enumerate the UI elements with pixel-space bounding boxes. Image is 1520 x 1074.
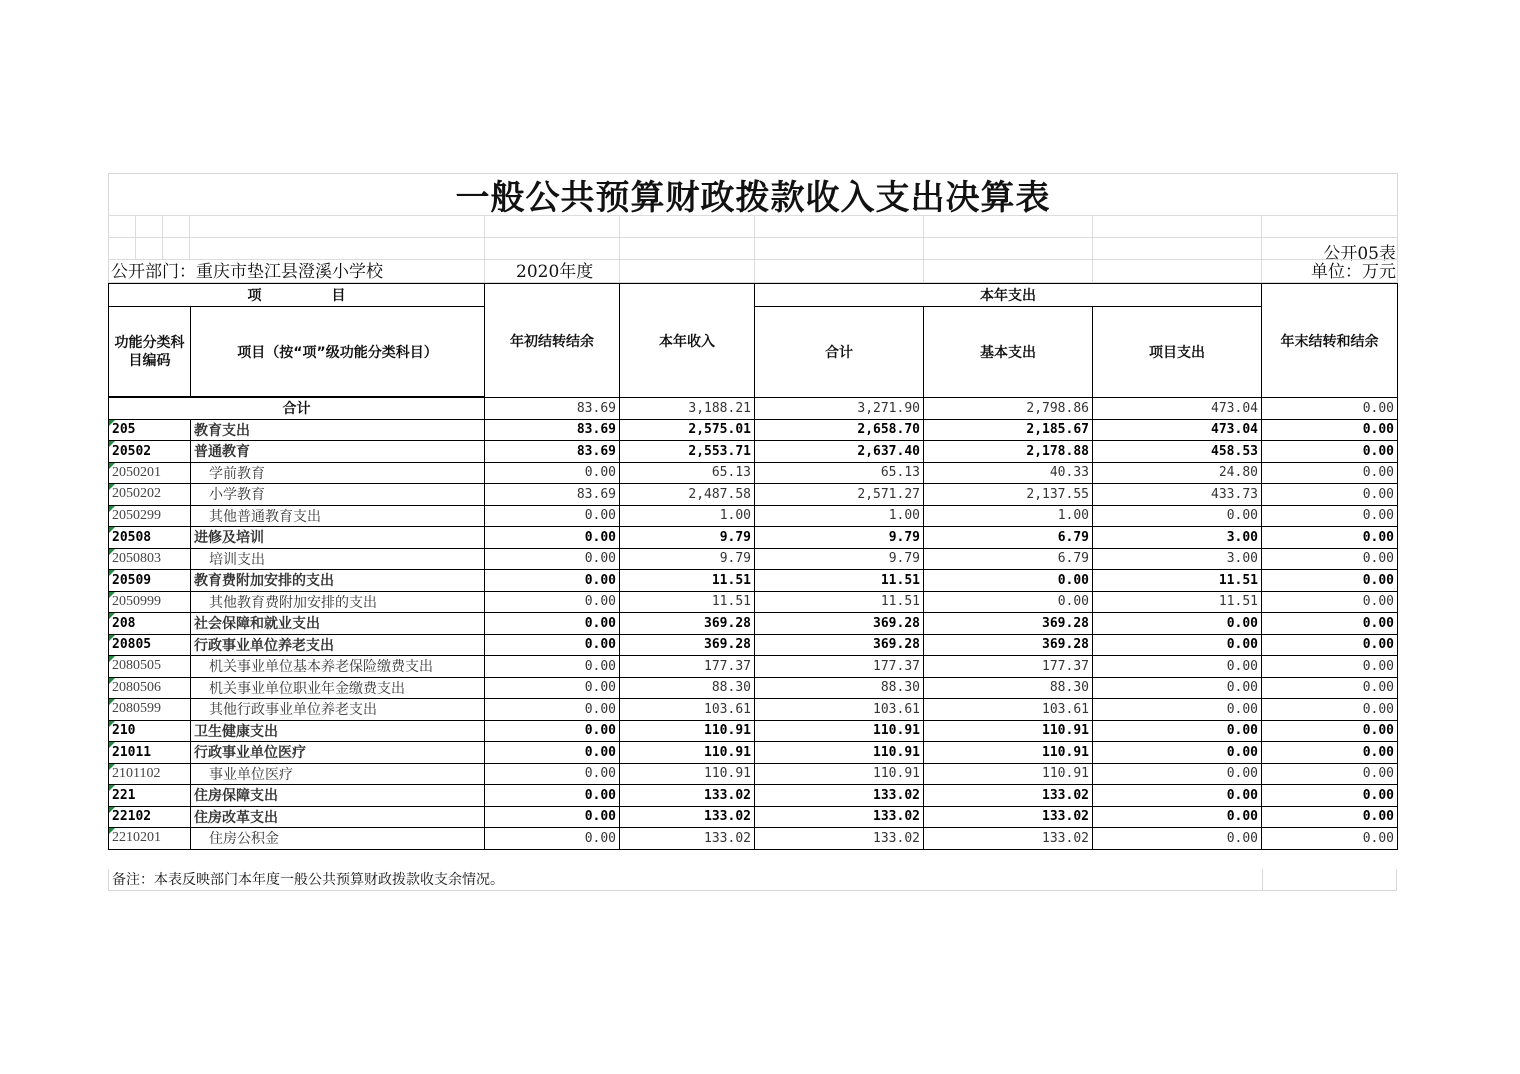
row-basic: 1.00 [924,505,1093,527]
row-project: 0.00 [1093,742,1262,764]
row-basic: 133.02 [924,785,1093,807]
row-name: 其他普通教育支出 [191,505,485,527]
row-income: 133.02 [620,785,755,807]
row-project: 0.00 [1093,634,1262,656]
row-income: 65.13 [620,462,755,484]
row-expense: 133.02 [755,806,924,828]
row-expense: 11.51 [755,591,924,613]
total-closing: 0.00 [1262,398,1398,420]
row-name: 机关事业单位基本养老保险缴费支出 [191,656,485,678]
row-closing: 0.00 [1262,441,1398,463]
row-basic: 6.79 [924,548,1093,570]
row-basic: 88.30 [924,677,1093,699]
row-code: 2050201 [109,462,191,484]
row-opening: 0.00 [485,677,620,699]
row-project: 11.51 [1093,591,1262,613]
row-code: 20509 [109,570,191,592]
row-name: 培训支出 [191,548,485,570]
row-opening: 0.00 [485,656,620,678]
row-name: 住房公积金 [191,828,485,850]
row-opening: 0.00 [485,613,620,635]
table-row [109,505,1398,527]
row-name: 住房保障支出 [191,785,485,807]
table-row [109,570,1398,592]
row-name: 社会保障和就业支出 [191,613,485,635]
row-income: 9.79 [620,527,755,549]
footnote [108,869,1397,891]
row-name: 卫生健康支出 [191,720,485,742]
row-basic: 2,178.88 [924,441,1093,463]
row-closing: 0.00 [1262,656,1398,678]
row-expense: 9.79 [755,527,924,549]
row-closing: 0.00 [1262,699,1398,721]
header-item: 项 目 [109,284,485,307]
row-closing: 0.00 [1262,806,1398,828]
row-income: 110.91 [620,742,755,764]
budget-table [108,283,1398,850]
row-basic: 0.00 [924,591,1093,613]
row-opening: 0.00 [485,785,620,807]
row-code: 2080599 [109,699,191,721]
table-row [109,699,1398,721]
row-closing: 0.00 [1262,591,1398,613]
row-income: 110.91 [620,720,755,742]
row-income: 133.02 [620,806,755,828]
row-closing: 0.00 [1262,527,1398,549]
row-opening: 83.69 [485,484,620,506]
row-code: 20805 [109,634,191,656]
row-basic: 369.28 [924,634,1093,656]
department-label: 公开部门：重庆市垫江县澄溪小学校 [111,262,383,282]
row-income: 88.30 [620,677,755,699]
row-closing: 0.00 [1262,484,1398,506]
row-basic: 110.91 [924,763,1093,785]
row-expense: 88.30 [755,677,924,699]
header-code: 功能分类科目编码 [109,307,191,397]
table-row [109,613,1398,635]
row-closing: 0.00 [1262,548,1398,570]
row-project: 458.53 [1093,441,1262,463]
row-basic: 2,185.67 [924,419,1093,441]
form-number-row [108,237,1398,259]
row-project: 0.00 [1093,613,1262,635]
row-code: 22102 [109,806,191,828]
row-name: 行政事业单位医疗 [191,742,485,764]
table-row [109,634,1398,656]
row-code: 20502 [109,441,191,463]
row-name: 其他行政事业单位养老支出 [191,699,485,721]
row-project: 0.00 [1093,505,1262,527]
row-income: 2,553.71 [620,441,755,463]
row-basic: 2,137.55 [924,484,1093,506]
row-basic: 110.91 [924,720,1093,742]
row-opening: 0.00 [485,828,620,850]
total-row [109,398,1398,420]
table-row [109,419,1398,441]
row-code: 2050299 [109,505,191,527]
row-expense: 1.00 [755,505,924,527]
row-closing: 0.00 [1262,505,1398,527]
row-project: 3.00 [1093,527,1262,549]
header-name: 项目（按“项”级功能分类科目） [191,307,485,397]
row-expense: 2,658.70 [755,419,924,441]
table-row [109,656,1398,678]
row-code: 2080505 [109,656,191,678]
row-name: 进修及培训 [191,527,485,549]
row-code: 2101102 [109,763,191,785]
row-income: 11.51 [620,591,755,613]
row-income: 177.37 [620,656,755,678]
row-project: 24.80 [1093,462,1262,484]
row-opening: 0.00 [485,505,620,527]
row-expense: 133.02 [755,785,924,807]
row-basic: 177.37 [924,656,1093,678]
row-income: 369.28 [620,613,755,635]
row-opening: 0.00 [485,720,620,742]
row-code: 2050202 [109,484,191,506]
row-opening: 0.00 [485,591,620,613]
row-expense: 2,571.27 [755,484,924,506]
row-expense: 369.28 [755,634,924,656]
row-name: 其他教育费附加安排的支出 [191,591,485,613]
row-opening: 0.00 [485,548,620,570]
row-closing: 0.00 [1262,570,1398,592]
row-income: 2,575.01 [620,419,755,441]
row-opening: 83.69 [485,419,620,441]
row-project: 0.00 [1093,699,1262,721]
row-name: 学前教育 [191,462,485,484]
table-row [109,484,1398,506]
row-expense: 110.91 [755,763,924,785]
total-label: 合计 [109,398,485,420]
row-code: 210 [109,720,191,742]
row-name: 机关事业单位职业年金缴费支出 [191,677,485,699]
row-basic: 133.02 [924,828,1093,850]
row-closing: 0.00 [1262,720,1398,742]
row-income: 9.79 [620,548,755,570]
row-basic: 40.33 [924,462,1093,484]
row-code: 2210201 [109,828,191,850]
table-row [109,441,1398,463]
table-row [109,462,1398,484]
row-opening: 0.00 [485,806,620,828]
header-income: 本年收入 [620,284,755,398]
row-closing: 0.00 [1262,763,1398,785]
row-project: 0.00 [1093,763,1262,785]
total-expense: 3,271.90 [755,398,924,420]
table-row [109,763,1398,785]
row-income: 2,487.58 [620,484,755,506]
form-number: 公开05表 [1323,244,1396,264]
table-row [109,677,1398,699]
page-title: 一般公共预算财政拨款收入支出决算表 [455,177,1051,218]
fiscal-year: 2020年度 [516,262,594,282]
row-code: 205 [109,419,191,441]
row-basic: 0.00 [924,570,1093,592]
row-basic: 110.91 [924,742,1093,764]
table-row [109,720,1398,742]
row-closing: 0.00 [1262,634,1398,656]
row-name: 小学教育 [191,484,485,506]
row-closing: 0.00 [1262,462,1398,484]
header-opening-balance: 年初结转结余 [485,284,620,398]
row-closing: 0.00 [1262,613,1398,635]
row-code: 2050803 [109,548,191,570]
total-basic: 2,798.86 [924,398,1093,420]
table-row [109,548,1398,570]
row-expense: 11.51 [755,570,924,592]
row-project: 0.00 [1093,785,1262,807]
row-expense: 9.79 [755,548,924,570]
row-project: 11.51 [1093,570,1262,592]
row-income: 1.00 [620,505,755,527]
row-code: 2080506 [109,677,191,699]
unit-label: 单位：万元 [1311,262,1396,282]
table-row [109,828,1398,850]
row-opening: 0.00 [485,634,620,656]
total-opening: 83.69 [485,398,620,420]
row-basic: 133.02 [924,806,1093,828]
row-name: 教育支出 [191,419,485,441]
row-name: 行政事业单位养老支出 [191,634,485,656]
row-opening: 83.69 [485,441,620,463]
row-opening: 0.00 [485,527,620,549]
row-expense: 133.02 [755,828,924,850]
table-row [109,527,1398,549]
row-code: 20508 [109,527,191,549]
row-closing: 0.00 [1262,785,1398,807]
row-income: 110.91 [620,763,755,785]
row-opening: 0.00 [485,742,620,764]
header-expense-total: 合计 [755,307,924,398]
row-name: 事业单位医疗 [191,763,485,785]
row-basic: 369.28 [924,613,1093,635]
table-row [109,785,1398,807]
row-closing: 0.00 [1262,828,1398,850]
blank-row [108,215,1398,237]
row-project: 0.00 [1093,677,1262,699]
row-expense: 369.28 [755,613,924,635]
row-code: 221 [109,785,191,807]
row-closing: 0.00 [1262,742,1398,764]
row-project: 0.00 [1093,720,1262,742]
row-expense: 2,637.40 [755,441,924,463]
row-basic: 6.79 [924,527,1093,549]
table-row [109,742,1398,764]
row-project: 0.00 [1093,656,1262,678]
row-expense: 65.13 [755,462,924,484]
row-basic: 103.61 [924,699,1093,721]
row-code: 208 [109,613,191,635]
row-name: 普通教育 [191,441,485,463]
row-opening: 0.00 [485,462,620,484]
row-income: 369.28 [620,634,755,656]
row-closing: 0.00 [1262,677,1398,699]
row-project: 0.00 [1093,828,1262,850]
row-code: 2050999 [109,591,191,613]
row-opening: 0.00 [485,699,620,721]
header-expense-group: 本年支出 [755,284,1262,307]
row-opening: 0.00 [485,763,620,785]
header-expense-project: 项目支出 [1093,307,1262,398]
total-income: 3,188.21 [620,398,755,420]
row-project: 473.04 [1093,419,1262,441]
row-income: 11.51 [620,570,755,592]
footnote-text: 备注：本表反映部门本年度一般公共预算财政拨款收支余情况。 [112,872,504,888]
header-expense-basic: 基本支出 [924,307,1093,398]
table-row [109,806,1398,828]
row-name: 住房改革支出 [191,806,485,828]
row-opening: 0.00 [485,570,620,592]
row-income: 133.02 [620,828,755,850]
row-expense: 110.91 [755,720,924,742]
row-closing: 0.00 [1262,419,1398,441]
table-row [109,591,1398,613]
row-project: 433.73 [1093,484,1262,506]
row-project: 3.00 [1093,548,1262,570]
row-income: 103.61 [620,699,755,721]
row-code: 21011 [109,742,191,764]
row-project: 0.00 [1093,806,1262,828]
row-name: 教育费附加安排的支出 [191,570,485,592]
header-closing-balance: 年末结转和结余 [1262,284,1398,398]
row-expense: 103.61 [755,699,924,721]
row-expense: 110.91 [755,742,924,764]
total-project: 473.04 [1093,398,1262,420]
row-expense: 177.37 [755,656,924,678]
